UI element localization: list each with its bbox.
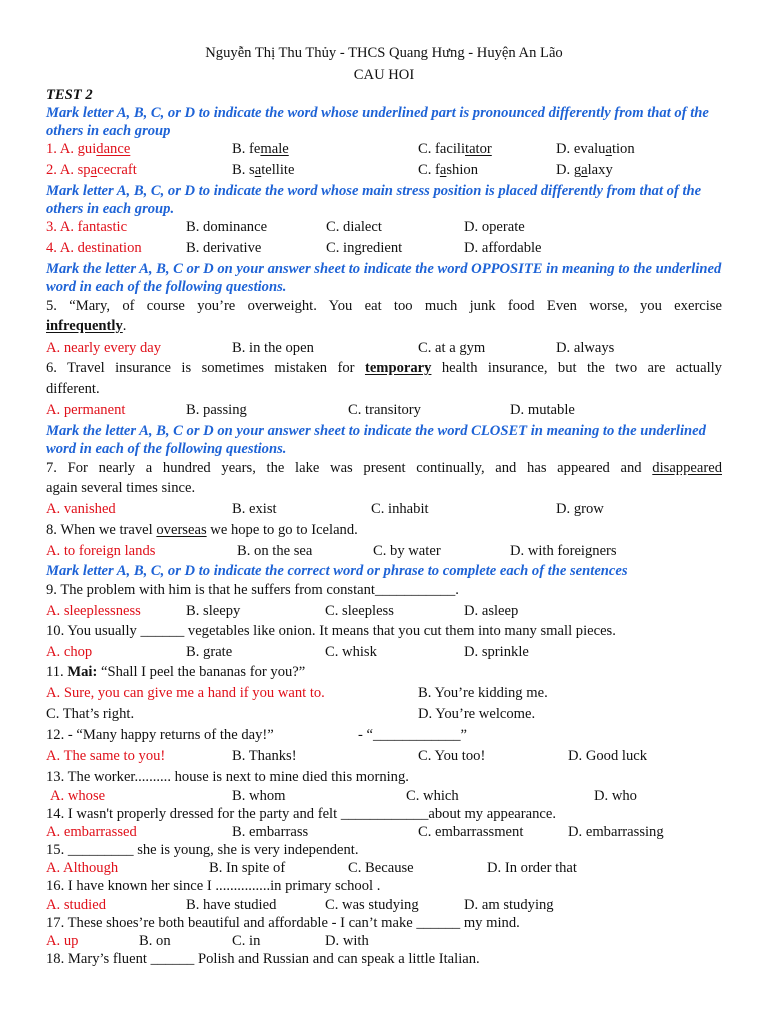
q15-option-a[interactable]: A. Although	[46, 860, 119, 876]
q9-option-d[interactable]: D. asleep	[464, 603, 519, 619]
question-5-text-2: infrequently.	[46, 318, 127, 334]
question-13-text: 13. The worker.......... house is next to mine died this morning.	[46, 769, 409, 785]
q6-option-d[interactable]: D. mutable	[510, 402, 575, 418]
q15-option-c[interactable]: C. Because	[348, 860, 414, 876]
q5-option-d[interactable]: D. always	[556, 340, 615, 356]
q7-option-b[interactable]: B. exist	[232, 501, 277, 517]
question-17-text: 17. These shoes’re both beautiful and affordable - I can’t make ______ my mind.	[46, 915, 520, 931]
q11-option-a[interactable]: A. Sure, you can give me a hand if you want to.	[46, 685, 325, 701]
question-8-text: 8. When we travel overseas we hope to go to Iceland.	[46, 522, 358, 538]
q12-option-b[interactable]: B. Thanks!	[232, 748, 297, 764]
q3-option-c[interactable]: C. dialect	[326, 219, 382, 235]
q4-option-c[interactable]: C. ingredient	[326, 240, 403, 256]
question-6-text-2: different.	[46, 381, 100, 397]
q5-option-c[interactable]: C. at a gym	[418, 340, 486, 356]
q16-option-b[interactable]: B. have studied	[186, 897, 277, 913]
q7-option-a[interactable]: A. vanished	[46, 501, 116, 517]
section-2-instruction: Mark letter A, B, C, or D to indicate the word whose main stress position is placed differently from that of the others in each group.	[46, 183, 702, 217]
question-18-text: 18. Mary’s fluent ______ Polish and Russian and can speak a little Italian.	[46, 951, 480, 967]
question-7-text: 7. For nearly a hundred years, the lake was present continually, and has appeared and disappeared	[46, 460, 722, 476]
q9-option-a[interactable]: A. sleeplessness	[46, 603, 141, 619]
q5-option-b[interactable]: B. in the open	[232, 340, 314, 356]
q4-option-b[interactable]: B. derivative	[186, 240, 262, 256]
q13-option-a[interactable]: A. whose	[50, 788, 106, 804]
q6-option-a[interactable]: A. permanent	[46, 402, 126, 418]
q9-option-b[interactable]: B. sleepy	[186, 603, 241, 619]
q4-option-d[interactable]: D. affordable	[464, 240, 542, 256]
q6-option-c[interactable]: C. transitory	[348, 402, 421, 418]
question-10-text: 10. You usually ______ vegetables like onion. It means that you cut them into many small pieces.	[46, 623, 616, 639]
q13-option-c[interactable]: C. which	[406, 788, 459, 804]
q8-option-a[interactable]: A. to foreign lands	[46, 543, 156, 559]
question-7-text-2: again several times since.	[46, 480, 196, 496]
q4-option-a[interactable]: 4. A. destination	[46, 240, 142, 256]
q17-option-d[interactable]: D. with	[325, 933, 369, 949]
question-9-text: 9. The problem with him is that he suffers from constant___________.	[46, 582, 459, 598]
q14-option-b[interactable]: B. embarrass	[232, 824, 309, 840]
q3-option-d[interactable]: D. operate	[464, 219, 525, 235]
q2-option-a[interactable]: 2. A. spacecraft	[46, 162, 137, 178]
q2-option-d[interactable]: D. galaxy	[556, 162, 613, 178]
q8-option-d[interactable]: D. with foreigners	[510, 543, 617, 559]
q12-option-d[interactable]: D. Good luck	[568, 748, 648, 764]
question-15-text: 15. _________ she is young, she is very independent.	[46, 842, 359, 858]
q2-option-b[interactable]: B. satellite	[232, 162, 295, 178]
q13-option-b[interactable]: B. whom	[232, 788, 286, 804]
q15-option-d[interactable]: D. In order that	[487, 860, 577, 876]
q15-option-b[interactable]: B. In spite of	[209, 860, 286, 876]
q7-option-d[interactable]: D. grow	[556, 501, 604, 517]
q17-option-a[interactable]: A. up	[46, 933, 79, 949]
q14-option-d[interactable]: D. embarrassing	[568, 824, 664, 840]
q10-option-c[interactable]: C. whisk	[325, 644, 377, 660]
section-3-instruction: Mark the letter A, B, C or D on your answer sheet to indicate the word OPPOSITE in meaning to the underlined word in each of the following questions.	[46, 261, 722, 295]
q10-option-b[interactable]: B. grate	[186, 644, 233, 660]
q5-option-a[interactable]: A. nearly every day	[46, 340, 162, 356]
q14-option-a[interactable]: A. embarrassed	[46, 824, 137, 840]
q9-option-c[interactable]: C. sleepless	[325, 603, 394, 619]
q16-option-d[interactable]: D. am studying	[464, 897, 554, 913]
section-1-instruction: Mark letter A, B, C, or D to indicate the word whose underlined part is pronounced differently from that of the others in each group	[46, 105, 709, 139]
q3-option-a[interactable]: 3. A. fantastic	[46, 219, 128, 235]
q1-option-d[interactable]: D. evaluation	[556, 141, 635, 157]
q17-option-b[interactable]: B. on	[139, 933, 171, 949]
q11-option-d[interactable]: D. You’re welcome.	[418, 706, 536, 722]
q17-option-c[interactable]: C. in	[232, 933, 261, 949]
question-14-text: 14. I wasn't properly dressed for the party and felt ____________about my appearance.	[46, 806, 557, 822]
q3-option-b[interactable]: B. dominance	[186, 219, 268, 235]
q8-option-c[interactable]: C. by water	[373, 543, 441, 559]
q11-option-b[interactable]: B. You’re kidding me.	[418, 685, 548, 701]
q16-option-a[interactable]: A. studied	[46, 897, 106, 913]
question-5-text: 5. “Mary, of course you’re overweight. You eat too much junk food Even worse, you exercise	[46, 298, 722, 314]
q7-option-c[interactable]: C. inhabit	[371, 501, 429, 517]
author-line: Nguyễn Thị Thu Thủy - THCS Quang Hưng - Huyện An Lão	[205, 45, 563, 61]
q16-option-c[interactable]: C. was studying	[325, 897, 419, 913]
page-title: CAU HOI	[353, 67, 415, 83]
section-4-instruction: Mark the letter A, B, C or D on your answer sheet to indicate the word CLOSET in meaning to the underlined word in each of the following questions.	[46, 423, 706, 457]
q10-option-a[interactable]: A. chop	[46, 644, 93, 660]
q10-option-d[interactable]: D. sprinkle	[464, 644, 529, 660]
q1-option-c[interactable]: C. facilitator	[418, 141, 492, 157]
section-5-instruction: Mark letter A, B, C, or D to indicate the correct word or phrase to complete each of the sentences	[46, 563, 628, 579]
test-title: TEST 2	[46, 87, 93, 103]
question-6-text: 6. Travel insurance is sometimes mistaken for temporary health insurance, but the two are actually	[46, 360, 722, 376]
q14-option-c[interactable]: C. embarrassment	[418, 824, 524, 840]
question-11-text: 11. Mai: “Shall I peel the bananas for you?”	[46, 664, 306, 680]
q11-option-c[interactable]: C. That’s right.	[46, 706, 135, 722]
q6-option-b[interactable]: B. passing	[186, 402, 247, 418]
q1-option-b[interactable]: B. female	[232, 141, 289, 157]
q12-option-a[interactable]: A. The same to you!	[46, 748, 166, 764]
question-16-text: 16. I have known her since I ...............in primary school .	[46, 878, 381, 894]
q2-option-c[interactable]: C. fashion	[418, 162, 478, 178]
q12-option-c[interactable]: C. You too!	[418, 748, 486, 764]
q13-option-d[interactable]: D. who	[594, 788, 637, 804]
q8-option-b[interactable]: B. on the sea	[237, 543, 313, 559]
q1-option-a[interactable]: 1. A. guidance	[46, 141, 131, 157]
